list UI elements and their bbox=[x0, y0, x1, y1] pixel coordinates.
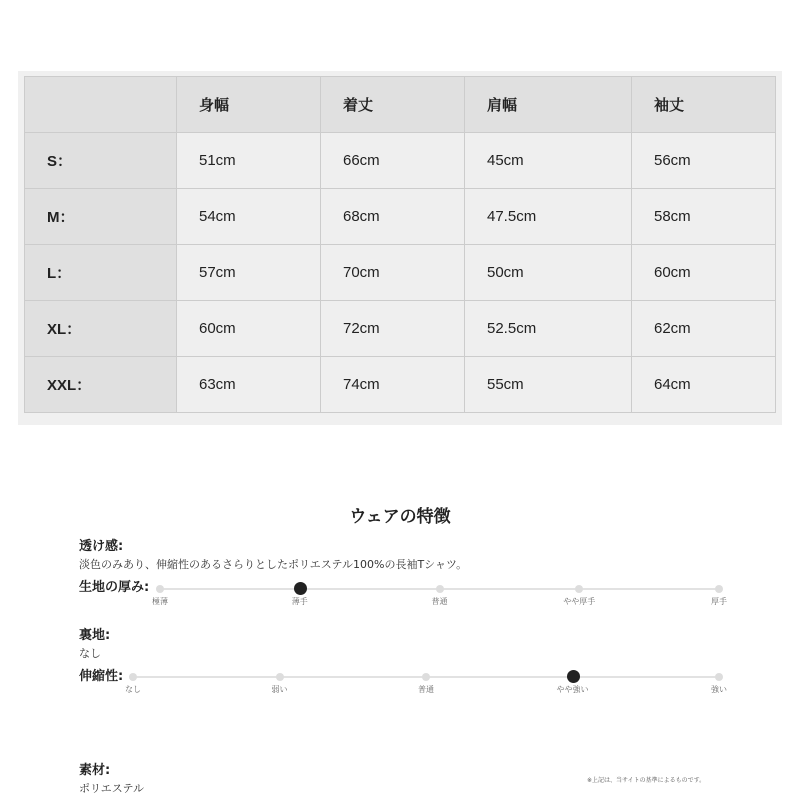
measurement-cell: 50cm bbox=[465, 245, 632, 301]
lining-label: 裏地: bbox=[79, 628, 111, 643]
transparency-label: 透け感: bbox=[79, 539, 124, 554]
measurement-cell: 72cm bbox=[321, 301, 465, 357]
scale-point bbox=[436, 585, 444, 593]
measurement-cell: 51cm bbox=[177, 133, 321, 189]
lining-text: なし bbox=[79, 647, 101, 660]
thickness-section bbox=[79, 576, 149, 595]
transparency-text: 淡色のみあり、伸縮性のあるさらりとしたポリエステル100%の長袖Tシャツ。 bbox=[79, 558, 468, 571]
measurement-cell: 60cm bbox=[632, 245, 776, 301]
scale-point bbox=[129, 673, 137, 681]
scale-point bbox=[715, 673, 723, 681]
size-label: S： bbox=[25, 133, 177, 189]
measurement-cell: 57cm bbox=[177, 245, 321, 301]
table-row bbox=[25, 189, 776, 245]
measurement-cell: 70cm bbox=[321, 245, 465, 301]
header-cell: 着丈 bbox=[321, 77, 465, 133]
material-section bbox=[79, 759, 144, 796]
transparency-section bbox=[79, 535, 467, 572]
material-label: 素材: bbox=[79, 763, 111, 778]
scale-point bbox=[422, 673, 430, 681]
stretch-section bbox=[79, 665, 123, 684]
thickness-scale bbox=[152, 581, 727, 611]
size-label: XL： bbox=[25, 301, 177, 357]
size-table-container bbox=[18, 71, 782, 425]
scale-point bbox=[276, 673, 284, 681]
measurement-cell: 55cm bbox=[465, 357, 632, 413]
disclaimer-note: ※上記は、当サイトの基準によるものです。 bbox=[587, 777, 706, 784]
scale-option-label: 極薄 bbox=[152, 597, 168, 606]
scale-option-label: 弱い bbox=[271, 685, 288, 694]
thickness-label: 生地の厚み: bbox=[79, 580, 150, 595]
header-cell: 袖丈 bbox=[632, 77, 776, 133]
measurement-cell: 63cm bbox=[177, 357, 321, 413]
measurement-cell: 58cm bbox=[632, 189, 776, 245]
features-title: ウェアの特徴 bbox=[349, 507, 451, 527]
scale-option-label: やや強い bbox=[556, 685, 589, 694]
table-header-row bbox=[25, 77, 776, 133]
table-row bbox=[25, 357, 776, 413]
measurement-cell: 60cm bbox=[177, 301, 321, 357]
stretch-label: 伸縮性: bbox=[79, 669, 124, 684]
measurement-cell: 45cm bbox=[465, 133, 632, 189]
measurement-cell: 54cm bbox=[177, 189, 321, 245]
measurement-cell: 64cm bbox=[632, 357, 776, 413]
scale-option-label: なし bbox=[125, 685, 141, 694]
size-label: M： bbox=[25, 189, 177, 245]
measurement-cell: 66cm bbox=[321, 133, 465, 189]
table-row bbox=[25, 301, 776, 357]
scale-marker-selected bbox=[294, 582, 307, 595]
material-text: ポリエステル bbox=[79, 782, 145, 795]
size-label: XXL： bbox=[25, 357, 177, 413]
scale-option-label: 厚手 bbox=[711, 597, 727, 606]
size-label: L： bbox=[25, 245, 177, 301]
scale-marker-selected bbox=[567, 670, 580, 683]
scale-option-label: 強い bbox=[711, 685, 727, 694]
scale-point bbox=[575, 585, 583, 593]
measurement-cell: 56cm bbox=[632, 133, 776, 189]
scale-point bbox=[715, 585, 723, 593]
scale-option-label: やや厚手 bbox=[563, 597, 596, 606]
header-cell bbox=[25, 77, 177, 133]
measurement-cell: 62cm bbox=[632, 301, 776, 357]
measurement-cell: 47.5cm bbox=[465, 189, 632, 245]
measurement-cell: 52.5cm bbox=[465, 301, 632, 357]
header-cell: 肩幅 bbox=[465, 77, 632, 133]
table-row bbox=[25, 133, 776, 189]
header-cell: 身幅 bbox=[177, 77, 321, 133]
table-row bbox=[25, 245, 776, 301]
scale-option-label: 薄手 bbox=[291, 597, 308, 606]
measurement-cell: 74cm bbox=[321, 357, 465, 413]
size-table bbox=[24, 76, 776, 413]
scale-option-label: 普通 bbox=[431, 597, 448, 606]
measurement-cell: 68cm bbox=[321, 189, 465, 245]
scale-option-label: 普通 bbox=[418, 685, 434, 694]
lining-section bbox=[79, 624, 110, 661]
stretch-scale bbox=[125, 669, 727, 699]
scale-point bbox=[156, 585, 164, 593]
